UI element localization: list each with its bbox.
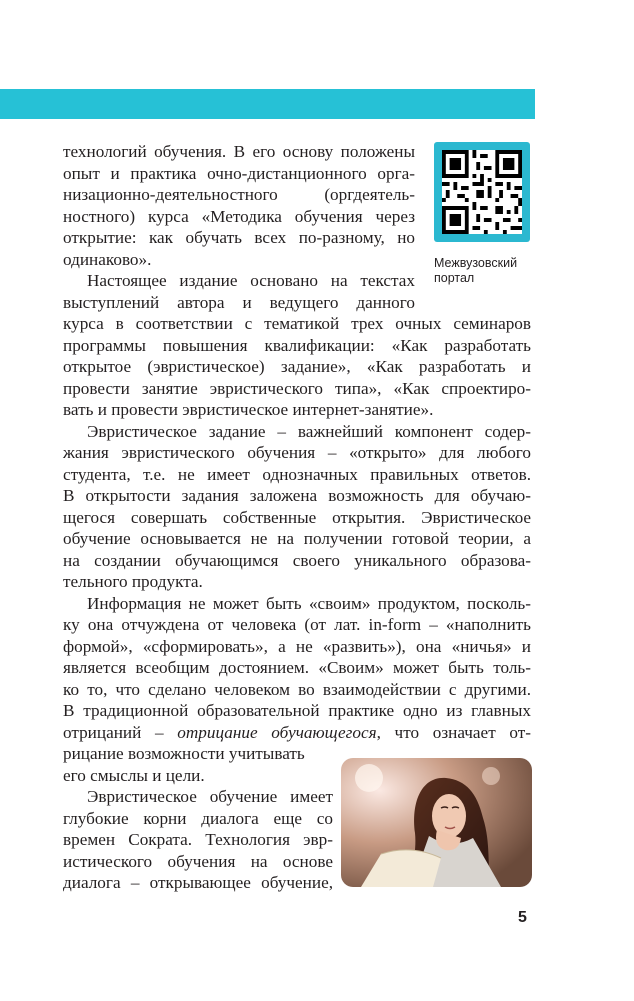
text-line: на создании обучающимся своего уникального образова- bbox=[63, 550, 531, 570]
text-line: ностного) курса «Методика обучения через bbox=[63, 206, 415, 226]
text-column-main bbox=[63, 313, 531, 743]
text-line: программы повышения квалификации: «Как разработать bbox=[63, 335, 531, 355]
header-band bbox=[0, 89, 535, 119]
text-line: рицание возможности учитывать bbox=[63, 744, 305, 763]
text-line: диалога – открывающее обучение, bbox=[63, 873, 333, 892]
text-line: глубокие корни диалога еще со bbox=[63, 808, 333, 828]
woman-reading-photo bbox=[341, 758, 532, 887]
qr-code-matrix bbox=[442, 150, 522, 234]
text-line: В традиционной образовательной практике одно из главных bbox=[63, 701, 531, 720]
qr-pattern bbox=[442, 150, 522, 234]
text-line: его смыслы и цели. bbox=[63, 765, 205, 785]
text-line: времен Сократа. Технология эвр- bbox=[63, 830, 333, 849]
text-line: курса в соответствии с тематикой трех очных семинаров bbox=[63, 314, 531, 333]
text-line: обучение основывается не на получении готовой теории, а bbox=[63, 529, 531, 548]
text-line: низационно-деятельностного (оргдеятель- bbox=[63, 185, 415, 204]
text-line: технологий обучения. В его основу положены bbox=[63, 142, 415, 161]
text-line: открытие: как обучать всех по-разному, но bbox=[63, 228, 415, 247]
text-line: провести занятие эвристического типа», «Как спроектиро- bbox=[63, 378, 531, 398]
text-line: щегося совершать собственные открытия. Эвристическое bbox=[63, 507, 531, 527]
text-line: ко то, что сделано человеком во взаимодействии с другими. bbox=[63, 679, 531, 699]
text-line-italic bbox=[63, 722, 531, 744]
text-fragment: отрицаний – bbox=[63, 722, 178, 742]
text-column-bottom bbox=[63, 743, 333, 894]
text-line: открытое (эвристическое) задание», «Как разработать и bbox=[63, 357, 531, 376]
qr-code-icon[interactable] bbox=[434, 142, 530, 242]
page-number: 5 bbox=[518, 909, 527, 926]
text-column-top bbox=[63, 141, 415, 313]
text-line: ку она отчуждена от человека (от лат. in-form – «наполнить bbox=[63, 615, 531, 634]
text-line: выступлений автора и ведущего данного bbox=[63, 292, 415, 312]
text-line: Эвристическое задание – важнейший компонент содер- bbox=[87, 421, 531, 441]
italic-phrase: отрицание обучающегося bbox=[177, 722, 377, 742]
text-line: Настоящее издание основано на текстах bbox=[87, 271, 415, 290]
text-line: вать и провести эвристическое интернет-занятие». bbox=[63, 400, 434, 419]
qr-caption: Межвузовский портал bbox=[434, 256, 518, 285]
text-line: Информация не может быть «своим» продуктом, посколь- bbox=[87, 593, 531, 613]
text-line: истического обучения на основе bbox=[63, 851, 333, 871]
text-line: тельного продукта. bbox=[63, 572, 203, 591]
text-line: Эвристическое обучение имеет bbox=[87, 787, 333, 806]
text-line: опыт и практика очно-дистанционного орга- bbox=[63, 163, 415, 183]
photo-illustration bbox=[341, 758, 532, 887]
text-line: жания эвристического обучения – «открыто» для любого bbox=[63, 443, 531, 462]
text-line: В открытости задания заложена возможность для обучаю- bbox=[63, 486, 531, 505]
text-line: формой», «сформировать», а не «развить»), она «ничья» и bbox=[63, 636, 531, 656]
text-line: является всеобщим достоянием. «Своим» может быть толь- bbox=[63, 658, 531, 677]
text-fragment: , что означает от- bbox=[376, 722, 531, 742]
text-line: одинаково». bbox=[63, 249, 152, 269]
text-line: студента, т.е. не имеет однозначных правильных ответов. bbox=[63, 464, 531, 484]
